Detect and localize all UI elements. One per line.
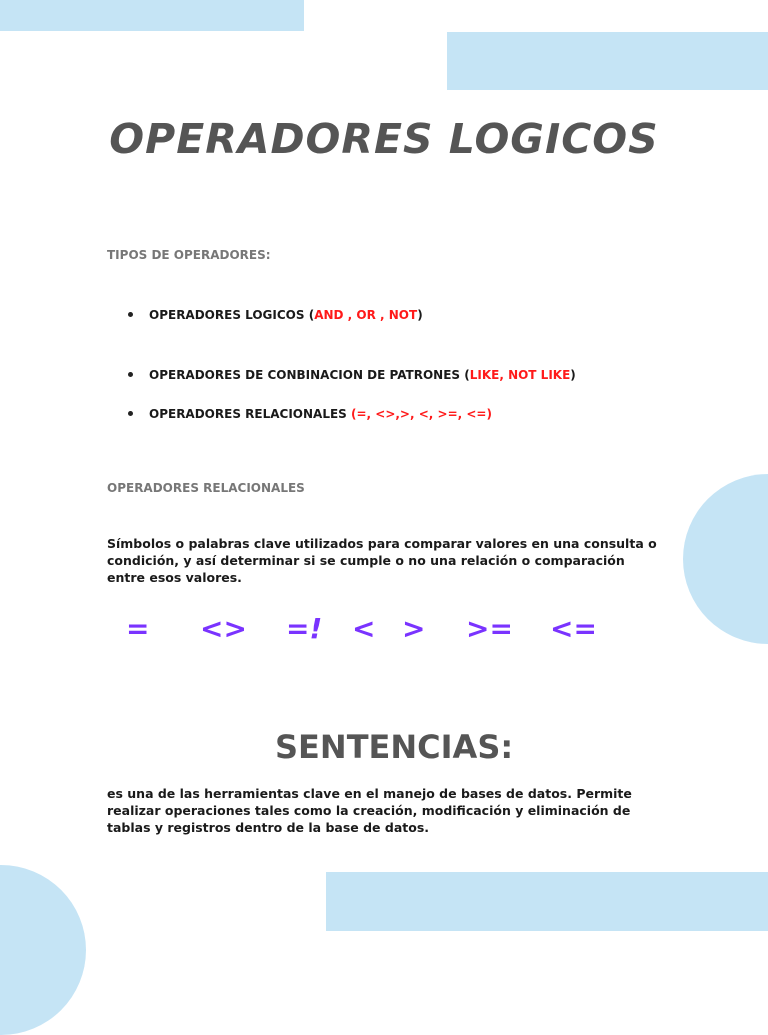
sentencias-description: es una de las herramientas clave en el manejo de bases de datos. Permite realizar operaciones tales como la creación, modificación y eliminación de tablas y registros dentro de la base de datos. (107, 786, 632, 835)
symbol-not-equal: <> (200, 612, 247, 645)
list-item (128, 308, 423, 322)
tipos-label: TIPOS DE OPERADORES: (107, 248, 271, 262)
list-item-highlight: (=, <>,>, <, >=, <=) (350, 407, 492, 421)
relacionales-description: Símbolos o palabras clave utilizados para comparar valores en una consulta o condición, y así determinar si se cumple o no una relación o comparación entre esos valores. (107, 536, 657, 585)
list-item (128, 407, 492, 421)
list-item-text: OPERADORES DE CONBINACION DE PATRONES ( (149, 368, 470, 382)
sentencias-heading: SENTENCIAS: (275, 728, 514, 766)
decorative-bar-bottom-right (326, 872, 768, 931)
decorative-circle-left (0, 865, 86, 1035)
symbol-not-equal-alt: =! (286, 612, 323, 645)
list-item-text: OPERADORES LOGICOS ( (149, 308, 315, 322)
symbol-equal: = (126, 612, 150, 645)
symbol-greater-equal: >= (466, 612, 513, 645)
symbol-greater-than: > (402, 612, 426, 645)
symbol-less-than: < (352, 612, 376, 645)
decorative-circle-right (683, 474, 768, 644)
list-item (128, 368, 576, 382)
bullet-dot-icon (128, 411, 133, 416)
page-title: OPERADORES LOGICOS (109, 115, 659, 163)
list-item-highlight: AND , OR , NOT (314, 308, 418, 322)
list-item-text: OPERADORES RELACIONALES (149, 407, 351, 421)
decorative-bar-top-right (447, 32, 768, 90)
relacionales-label: OPERADORES RELACIONALES (107, 481, 305, 495)
symbol-less-equal: <= (550, 612, 597, 645)
decorative-bar-top-left (0, 0, 304, 31)
list-item-highlight: LIKE, NOT LIKE (469, 368, 571, 382)
bullet-dot-icon (128, 312, 133, 317)
list-item-suffix: ) (570, 368, 576, 382)
bullet-dot-icon (128, 372, 133, 377)
list-item-suffix: ) (417, 308, 423, 322)
